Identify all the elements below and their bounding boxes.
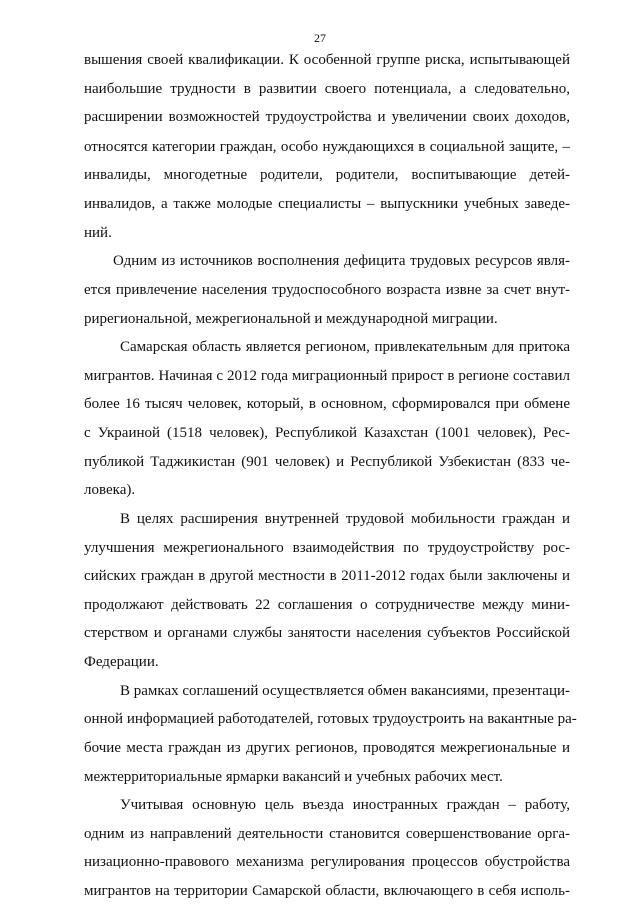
text-line: относятся категории граждан, особо нуждающихся в социальной защите, – (84, 138, 570, 155)
text-line: вышения своей квалификации. К особенной группе риска, испытывающей (84, 52, 570, 68)
text-line: ний. (84, 224, 112, 241)
text-line: Учитывая основную цель въезда иностранных граждан – работу, (120, 797, 570, 814)
text-line: рирегиональной, межрегиональной и международной миграции. (84, 310, 498, 327)
text-line: Одним из источников восполнения дефицита трудовых ресурсов явля- (113, 253, 570, 270)
text-line: более 16 тысяч человек, который, в основном, сформировался при обмене (84, 396, 570, 413)
text-line: инвалидов, а также молодые специалисты – выпускники учебных заведе- (84, 196, 570, 213)
text-line: расширении возможностей трудоустройства и увеличении своих доходов, (84, 109, 570, 126)
text-line: В целях расширения внутренней трудовой мобильности граждан и (120, 510, 570, 527)
text-line: инвалиды, многодетные родители, родители, воспитывающие детей- (84, 167, 570, 184)
text-line: мигрантов. Начиная с 2012 года миграционный прирост в регионе составил (84, 367, 570, 384)
text-line: ется привлечение населения трудоспособного возраста извне за счет внут- (84, 281, 570, 298)
text-line: одним из направлений деятельности становится совершенствование орга- (84, 825, 570, 842)
text-line: В рамках соглашений осуществляется обмен вакансиями, презентаци- (120, 682, 570, 699)
text-line: стерством и органами службы занятости населения субъектов Российской (84, 625, 570, 642)
text-line: низационно-правового механизма регулирования процессов обустройства (84, 854, 570, 871)
text-line: бочие места граждан из других регионов, проводятся межрегиональные и (84, 739, 570, 756)
text-line: Федерации. (84, 654, 159, 671)
text-line: ловека). (84, 482, 136, 499)
text-line: Самарская область является регионом, привлекательным для притока (120, 339, 570, 356)
page-number: 27 (314, 31, 326, 45)
text-line: улучшения межрегионального взаимодействия по трудоустройству рос- (84, 539, 570, 556)
text-line: мигрантов на территории Самарской области, включающего в себя исполь- (84, 883, 570, 899)
text-line: межтерриториальные ярмарки вакансий и учебных рабочих мест. (84, 768, 503, 785)
text-line: наибольшие трудности в развитии своего потенциала, а следовательно, (84, 80, 570, 97)
text-line: продолжают действовать 22 соглашения о сотрудничестве между мини- (84, 596, 570, 613)
text-line: онной информацией работодателей, готовых трудоустроить на вакантные ра- (84, 711, 577, 728)
text-line: публикой Таджикистан (901 человек) и Республикой Узбекистан (833 че- (84, 453, 570, 470)
text-line: сийских граждан в другой местности в 2011-2012 годах были заключены и (84, 568, 570, 585)
text-line: с Украиной (1518 человек), Республикой Казахстан (1001 человек), Рес- (84, 425, 570, 442)
